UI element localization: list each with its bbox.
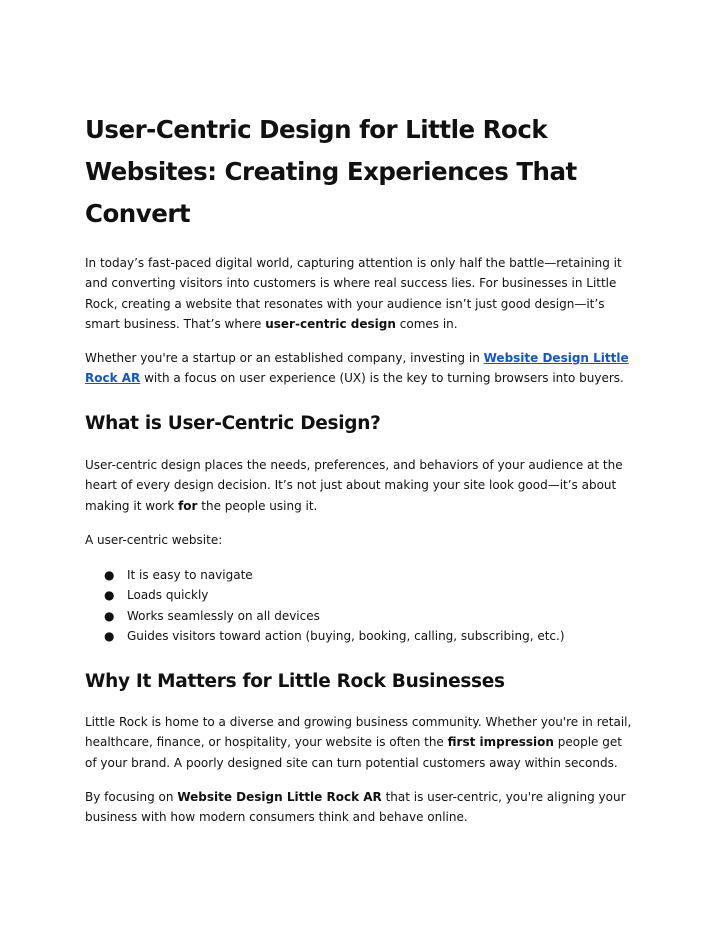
section-heading-why-it-matters: Why It Matters for Little Rock Businesses (85, 671, 505, 692)
section2-2-text-end: that is user-centric, you're aligning your business with how modern consumers think and behave online. (85, 790, 626, 825)
bullet-icon: ● (104, 568, 115, 582)
section2-bold-term: first impression (447, 735, 554, 750)
section1-text-end: the people using it. (197, 498, 318, 513)
intro-paragraph-1 (85, 253, 637, 334)
section-heading-what-is: What is User-Centric Design? (85, 413, 381, 434)
section1-paragraph-2: A user-centric website: (85, 533, 223, 547)
bullet-icon: ● (104, 628, 115, 643)
list-item-text: Works seamlessly on all devices (127, 608, 320, 623)
website-design-link[interactable]: Website Design Little Rock AR (85, 351, 629, 386)
section1-text: User-centric design places the needs, preferences, and behaviors of your audience at the heart of every design decision. It’s not just about making your site look good—it’s about making it work (85, 458, 623, 513)
section1-paragraph-1 (85, 455, 637, 516)
list-item-text: Loads quickly (127, 588, 209, 603)
section2-2-bold-term: Website Design Little Rock AR (177, 790, 382, 804)
bullet-icon: ● (104, 608, 115, 623)
bullet-icon: ● (104, 588, 115, 603)
list-item (85, 585, 637, 605)
feature-list (85, 565, 637, 646)
intro-2-text: Whether you're a startup or an established company, investing in (85, 351, 484, 365)
list-item (85, 565, 637, 585)
intro-paragraph-2 (85, 348, 637, 389)
section2-2-text: By focusing on (85, 790, 178, 804)
section2-paragraph-2 (85, 787, 637, 828)
section2-text-end: people get of your brand. A poorly designed site can turn potential customers away within seconds. (85, 735, 622, 770)
intro-text: In today’s fast-paced digital world, capturing attention is only half the battle—retaining it and converting visitors into customers is where real success lies. For businesses in Little Rock, creating a website that resonates with your audience isn’t just good design—it’s smart business. That’s where (85, 256, 622, 331)
section2-text: Little Rock is home to a diverse and growing business community. Whether you're in retail, healthcare, finance, or hospitality, your website is often the (85, 715, 632, 750)
list-item (85, 606, 637, 626)
list-item-text: Guides visitors toward action (buying, booking, calling, subscribing, etc.) (127, 628, 565, 643)
intro-bold-term: user-centric design (265, 316, 396, 331)
section1-bold-term: for (178, 498, 198, 513)
list-item (85, 626, 637, 646)
section2-paragraph-1 (85, 712, 637, 773)
page-title: User-Centric Design for Little Rock Websites: Creating Experiences That Convert (85, 115, 577, 228)
intro-2-text-end: with a focus on user experience (UX) is the key to turning browsers into buyers. (140, 371, 624, 386)
list-item-text: It is easy to navigate (127, 568, 253, 582)
intro-text-end: comes in. (395, 316, 458, 331)
